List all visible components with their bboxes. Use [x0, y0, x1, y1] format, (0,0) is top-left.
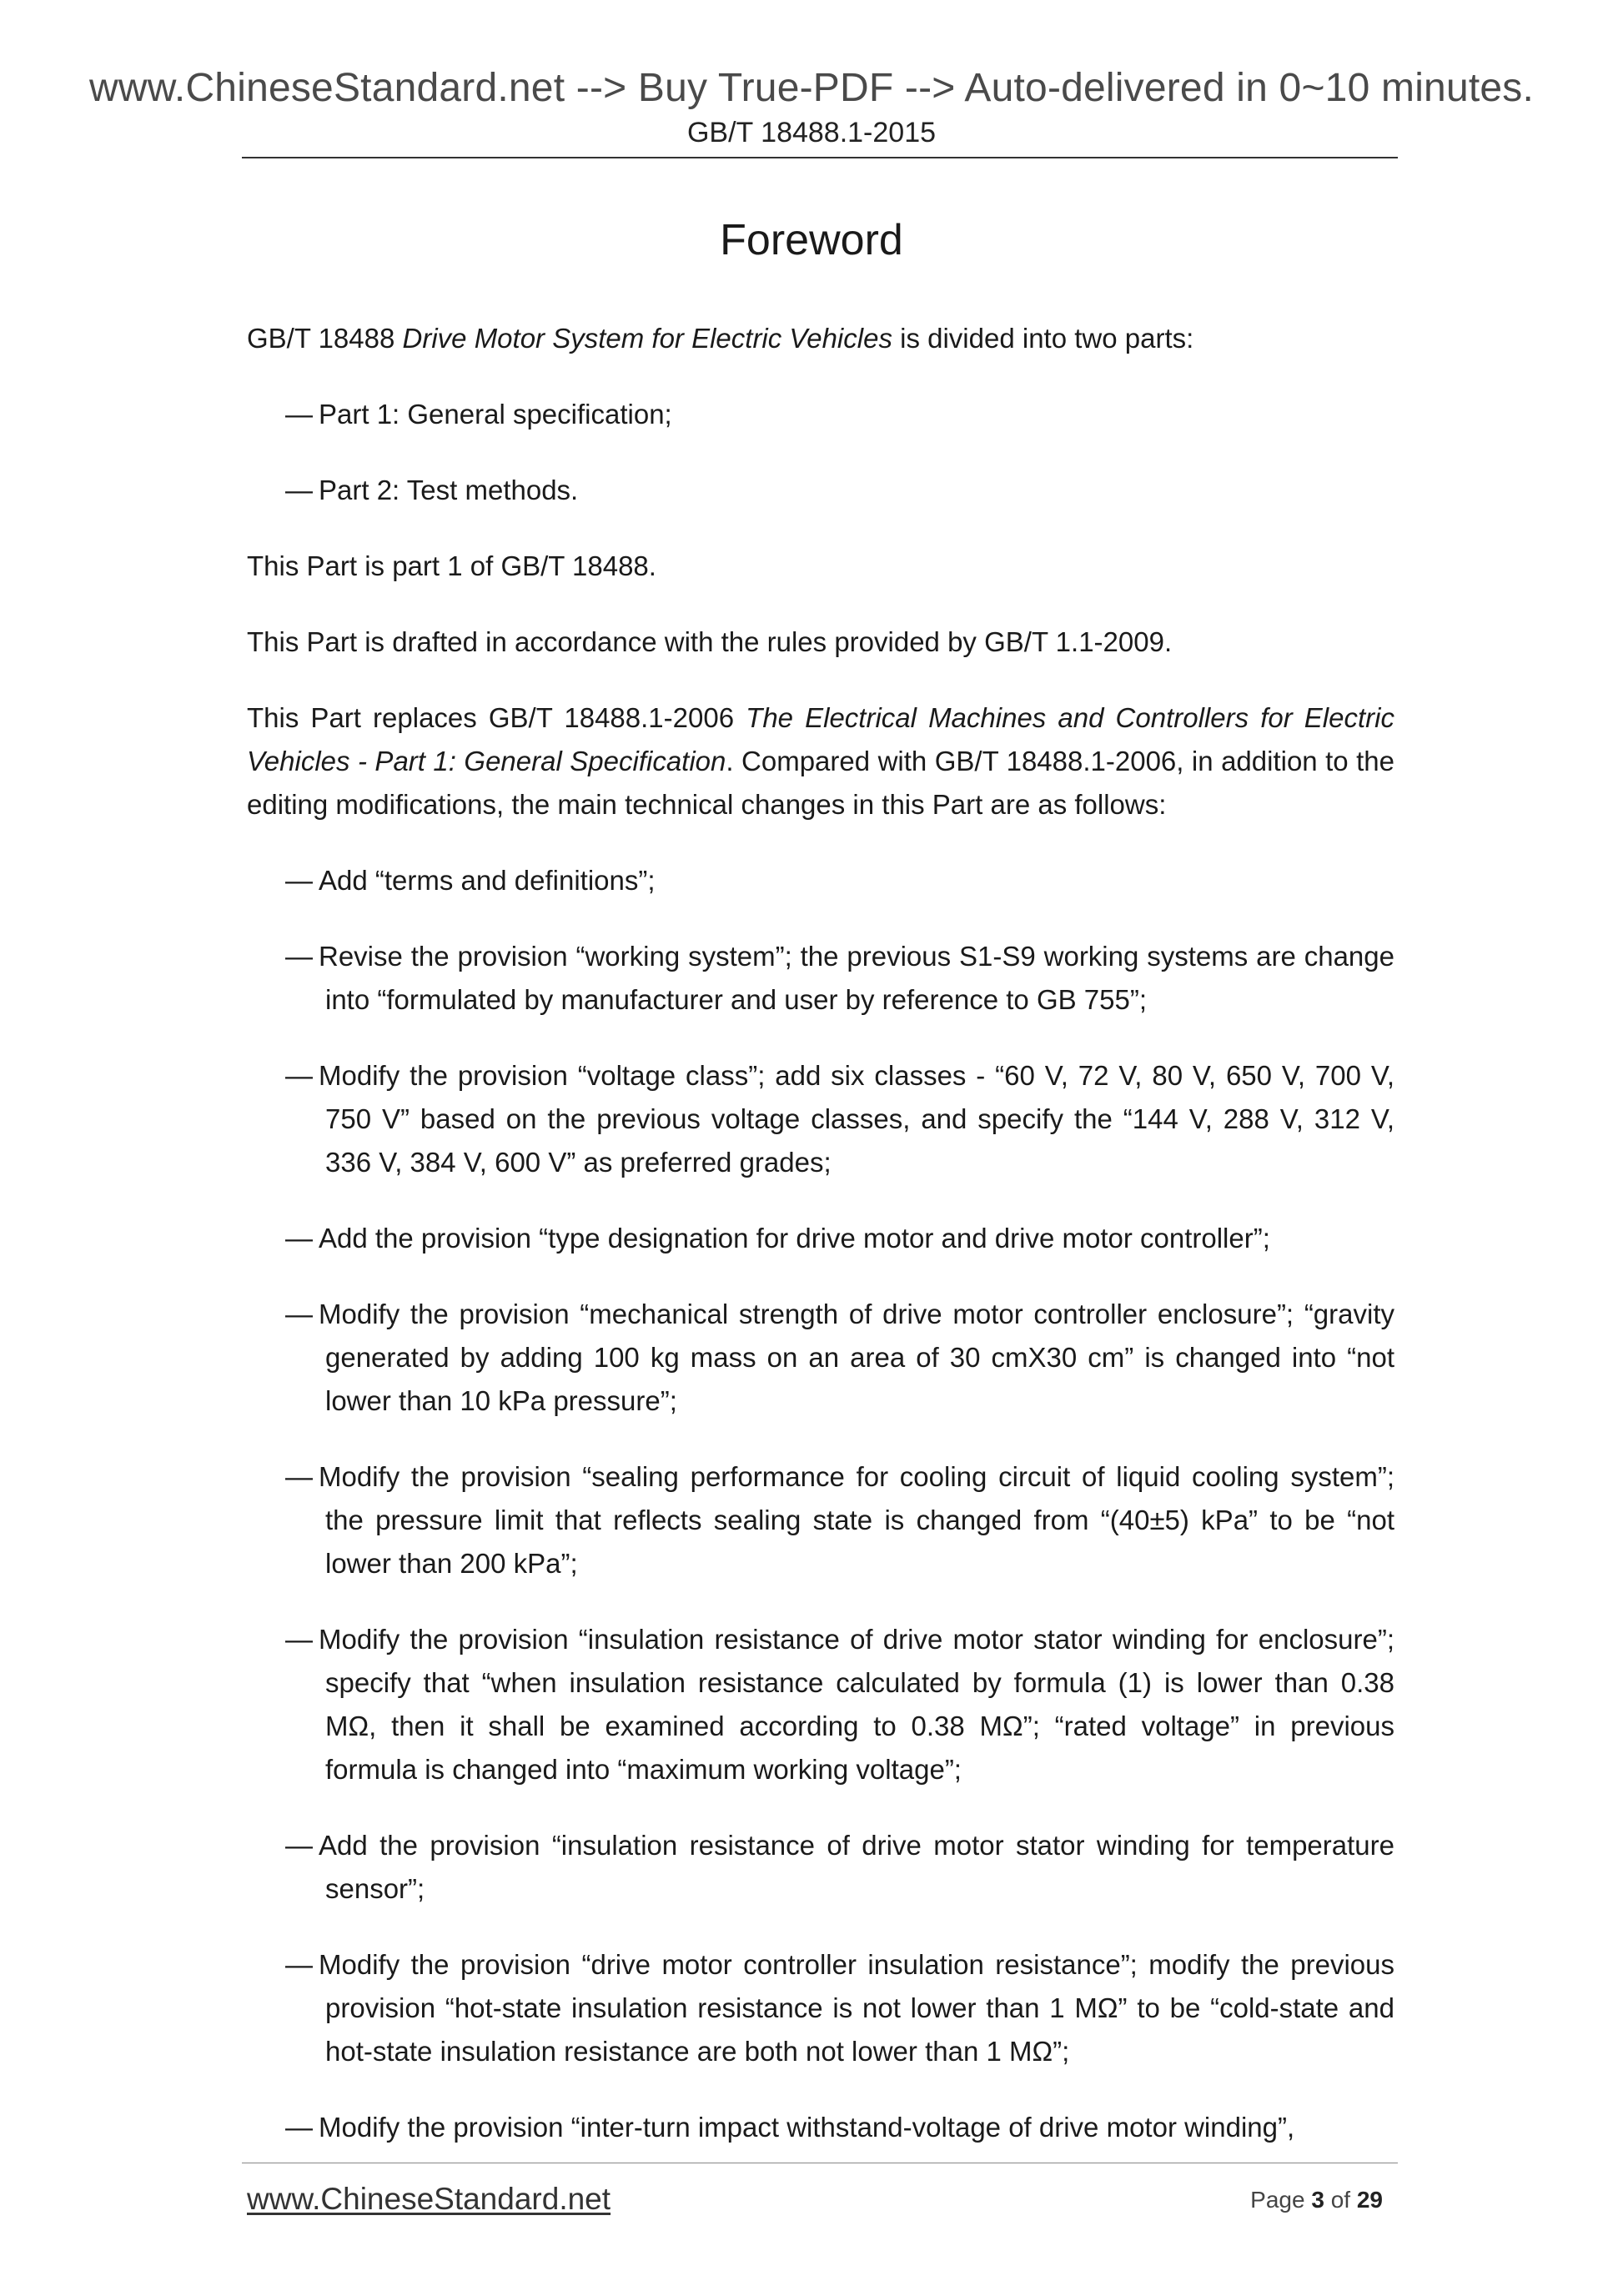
footer-site-link[interactable]: www.ChineseStandard.net — [247, 2182, 611, 2216]
list-item: — Part 2: Test methods. — [247, 469, 1394, 512]
standard-code: GB/T 18488.1-2015 — [686, 117, 937, 148]
dash-mark: — — [285, 941, 313, 972]
foreword-body — [247, 317, 1394, 2182]
dash-mark: — — [285, 1830, 313, 1861]
site-banner: www.ChineseStandard.net --> Buy True-PDF --> Auto-delivered in 0~10 minutes. — [88, 66, 1535, 110]
dash-mark: — — [285, 1624, 313, 1655]
change-item: — Add “terms and definitions”; — [247, 859, 1394, 902]
intro-paragraph: GB/T 18488 Drive Motor System for Electric Vehicles is divided into two parts: — [247, 323, 1194, 354]
change-item: — Modify the provision “insulation resistance of drive motor stator winding for enclosure”; specify that “when insulation resistance calculated by formula (1) is lower than 0.38 MΩ, then it shall be examined according to 0.38 MΩ”; “rated voltage” in previous formula is changed into “maximum working voltage”; — [247, 1618, 1394, 1791]
change-item: — Modify the provision “drive motor controller insulation resistance”; modify the previous provision “hot-state insulation resistance is not lower than 1 MΩ” to be “cold-state and hot-state insulation resistance are both not lower than 1 MΩ”; — [247, 1943, 1394, 2073]
header-divider — [242, 157, 1398, 158]
change-item: — Modify the provision “sealing performance for cooling circuit of liquid cooling system”; the pressure limit that reflects sealing state is changed from “(40±5) kPa” to be “not lower than 200 kPa”; — [247, 1455, 1394, 1585]
change-item: — Modify the provision “inter-turn impact withstand-voltage of drive motor winding”, — [247, 2106, 1394, 2149]
dash-mark: — — [285, 1060, 313, 1091]
change-item: — Add the provision “insulation resistance of drive motor stator winding for temperature sensor”; — [247, 1824, 1394, 1911]
standard-title-italic: Drive Motor System for Electric Vehicles — [402, 323, 892, 354]
dash-mark: — — [285, 865, 313, 896]
current-page: 3 — [1311, 2187, 1324, 2213]
change-item: — Modify the provision “voltage class”; add six classes - “60 V, 72 V, 80 V, 650 V, 700 V, 750 V” based on the previous voltage classes, and specify the “144 V, 288 V, 312 V, 336 V, 384 V, 600 V” as preferred grades; — [247, 1054, 1394, 1184]
page-number: Page 3 of 29 — [1250, 2187, 1383, 2213]
change-item: — Revise the provision “working system”; the previous S1-S9 working systems are change into “formulated by manufacturer and user by reference to GB 755”; — [247, 935, 1394, 1022]
replaced-title-italic: The Electrical Machines and Controllers for Electric Vehicles - Part 1: General Specification — [247, 702, 1394, 776]
dash-mark: — — [285, 1223, 313, 1254]
page-title: Foreword — [720, 216, 903, 264]
change-item: — Add the provision “type designation for drive motor and drive motor controller”; — [247, 1217, 1394, 1260]
dash-mark: — — [285, 475, 313, 505]
list-item: — Part 1: General specification; — [247, 393, 1394, 436]
replaces-paragraph: This Part replaces GB/T 18488.1-2006 The Electrical Machines and Controllers for Electric Vehicles - Part 1: General Specification. Compared with GB/T 18488.1-2006, in addition to the editing modifications, the main technical changes in this Part are as follows: — [247, 702, 1394, 820]
dash-mark: — — [285, 1461, 313, 1492]
change-item: — Modify the provision “mechanical strength of drive motor controller enclosure”; “gravity generated by adding 100 kg mass on an area of 30 cmX30 cm” is changed into “not lower than 10 kPa pressure”; — [247, 1293, 1394, 1423]
dash-mark: — — [285, 399, 313, 430]
part-statement: This Part is part 1 of GB/T 18488. — [247, 550, 656, 581]
dash-mark: — — [285, 1299, 313, 1329]
dash-mark: — — [285, 2112, 313, 2143]
drafting-statement: This Part is drafted in accordance with the rules provided by GB/T 1.1-2009. — [247, 626, 1173, 657]
total-pages: 29 — [1356, 2187, 1383, 2213]
dash-mark: — — [285, 1949, 313, 1980]
